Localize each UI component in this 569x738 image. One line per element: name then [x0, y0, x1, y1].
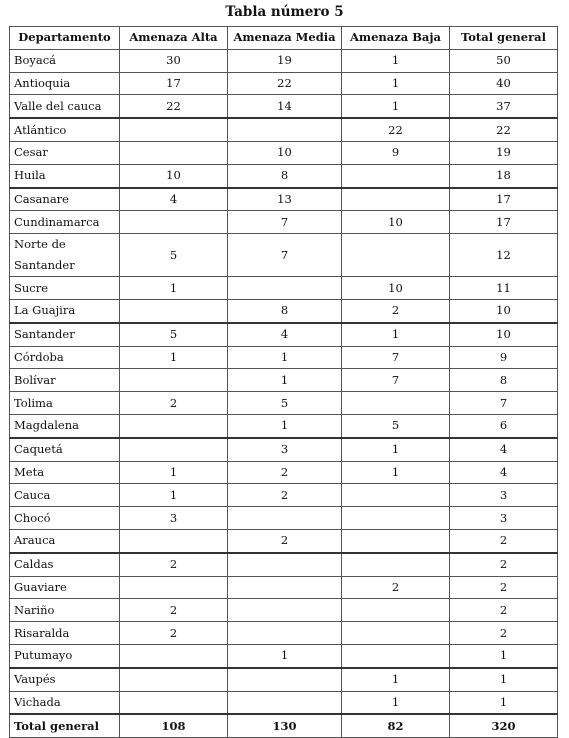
value-cell: 22: [228, 72, 342, 95]
value-cell: 2: [228, 484, 342, 507]
department-cell: Valle del cauca: [10, 95, 120, 118]
value-cell: 7: [342, 346, 450, 369]
value-cell: 2: [120, 392, 228, 415]
value-cell: [228, 553, 342, 576]
value-cell: [120, 438, 228, 461]
value-cell: [120, 414, 228, 437]
table-row: [10, 211, 558, 234]
value-cell: [342, 234, 450, 277]
value-cell: 3: [120, 507, 228, 530]
value-cell: 50: [450, 49, 558, 72]
value-cell: 2: [120, 553, 228, 576]
total-cell: 320: [450, 714, 558, 737]
value-cell: 10: [228, 141, 342, 164]
value-cell: 10: [120, 164, 228, 187]
value-cell: 1: [120, 346, 228, 369]
table-row: [10, 392, 558, 415]
column-header-total-general: Total general: [450, 27, 558, 50]
value-cell: 2: [228, 529, 342, 552]
table-row: [10, 622, 558, 645]
value-cell: [120, 211, 228, 234]
value-cell: 1: [342, 49, 450, 72]
department-cell: Cundinamarca: [10, 211, 120, 234]
column-header-amenaza-baja: Amenaza Baja: [342, 27, 450, 50]
department-cell: Arauca: [10, 529, 120, 552]
value-cell: 4: [450, 438, 558, 461]
value-cell: 1: [120, 484, 228, 507]
value-cell: 10: [342, 211, 450, 234]
department-cell: Meta: [10, 461, 120, 484]
value-cell: 1: [120, 461, 228, 484]
value-cell: 6: [450, 414, 558, 437]
department-cell: Norte de Santander: [10, 234, 120, 277]
value-cell: 2: [450, 576, 558, 599]
value-cell: 1: [228, 414, 342, 437]
table-title: Tabla número 5: [225, 4, 344, 20]
value-cell: 2: [120, 599, 228, 622]
table-row: [10, 529, 558, 552]
value-cell: [120, 118, 228, 141]
value-cell: 1: [450, 691, 558, 714]
value-cell: 12: [450, 234, 558, 277]
value-cell: [342, 599, 450, 622]
value-cell: 22: [450, 118, 558, 141]
value-cell: 2: [450, 553, 558, 576]
department-cell: Cauca: [10, 484, 120, 507]
value-cell: 19: [228, 49, 342, 72]
value-cell: [120, 369, 228, 392]
value-cell: 17: [450, 211, 558, 234]
department-cell: Chocó: [10, 507, 120, 530]
value-cell: 1: [342, 691, 450, 714]
value-cell: 1: [342, 461, 450, 484]
value-cell: [120, 299, 228, 322]
department-cell: Caquetá: [10, 438, 120, 461]
value-cell: [120, 529, 228, 552]
department-cell: Vaupés: [10, 668, 120, 691]
table-row: [10, 95, 558, 118]
value-cell: 1: [228, 369, 342, 392]
value-cell: 3: [450, 507, 558, 530]
table-row: [10, 346, 558, 369]
table-body: [10, 49, 558, 714]
value-cell: [120, 141, 228, 164]
value-cell: 10: [450, 323, 558, 346]
value-cell: 19: [450, 141, 558, 164]
value-cell: 3: [450, 484, 558, 507]
value-cell: 2: [450, 599, 558, 622]
value-cell: 1: [342, 95, 450, 118]
department-cell: Huila: [10, 164, 120, 187]
value-cell: 17: [120, 72, 228, 95]
table-row: [10, 323, 558, 346]
total-cell: 108: [120, 714, 228, 737]
table-row: [10, 369, 558, 392]
value-cell: 2: [228, 461, 342, 484]
table-row: [10, 461, 558, 484]
value-cell: 1: [342, 438, 450, 461]
table-row: [10, 438, 558, 461]
department-cell: La Guajira: [10, 299, 120, 322]
department-cell: Tolima: [10, 392, 120, 415]
table-row: [10, 49, 558, 72]
value-cell: 7: [342, 369, 450, 392]
total-row: [10, 714, 558, 737]
column-header-departamento: Departamento: [10, 27, 120, 50]
value-cell: [120, 691, 228, 714]
value-cell: [228, 599, 342, 622]
value-cell: [228, 622, 342, 645]
table-row: [10, 484, 558, 507]
department-cell: Sucre: [10, 277, 120, 300]
table-row: [10, 553, 558, 576]
department-cell: Antioquia: [10, 72, 120, 95]
department-cell: Putumayo: [10, 644, 120, 667]
department-cell: Casanare: [10, 188, 120, 211]
value-cell: 37: [450, 95, 558, 118]
value-cell: 5: [228, 392, 342, 415]
value-cell: 1: [342, 668, 450, 691]
table-row: [10, 277, 558, 300]
table-row: [10, 576, 558, 599]
value-cell: 2: [342, 576, 450, 599]
value-cell: [342, 529, 450, 552]
value-cell: 9: [342, 141, 450, 164]
value-cell: [228, 576, 342, 599]
value-cell: [342, 553, 450, 576]
department-cell: Córdoba: [10, 346, 120, 369]
value-cell: [228, 668, 342, 691]
total-cell: 130: [228, 714, 342, 737]
data-table: [9, 26, 558, 738]
column-header-amenaza-media: Amenaza Media: [228, 27, 342, 50]
table-row: [10, 299, 558, 322]
department-cell: Guaviare: [10, 576, 120, 599]
total-cell: 82: [342, 714, 450, 737]
table-row: [10, 507, 558, 530]
value-cell: 1: [228, 644, 342, 667]
table-row: [10, 668, 558, 691]
table-row: [10, 234, 558, 277]
value-cell: 2: [450, 529, 558, 552]
value-cell: 1: [228, 346, 342, 369]
value-cell: [228, 507, 342, 530]
value-cell: [228, 118, 342, 141]
value-cell: [342, 484, 450, 507]
department-cell: Atlántico: [10, 118, 120, 141]
value-cell: 3: [228, 438, 342, 461]
value-cell: 22: [120, 95, 228, 118]
department-cell: Nariño: [10, 599, 120, 622]
table-row: [10, 164, 558, 187]
value-cell: 4: [450, 461, 558, 484]
value-cell: 13: [228, 188, 342, 211]
table-row: [10, 72, 558, 95]
value-cell: 1: [450, 644, 558, 667]
value-cell: [120, 644, 228, 667]
value-cell: 14: [228, 95, 342, 118]
table-row: [10, 188, 558, 211]
table-row: [10, 599, 558, 622]
value-cell: [342, 507, 450, 530]
value-cell: 40: [450, 72, 558, 95]
value-cell: [342, 392, 450, 415]
value-cell: [228, 691, 342, 714]
table-row: [10, 118, 558, 141]
value-cell: 10: [342, 277, 450, 300]
value-cell: 4: [120, 188, 228, 211]
department-cell: Risaralda: [10, 622, 120, 645]
table-row: [10, 691, 558, 714]
table-row: [10, 141, 558, 164]
value-cell: 8: [228, 164, 342, 187]
table-row: [10, 414, 558, 437]
value-cell: 22: [342, 118, 450, 141]
value-cell: 10: [450, 299, 558, 322]
value-cell: [342, 644, 450, 667]
value-cell: 4: [228, 323, 342, 346]
value-cell: 1: [342, 72, 450, 95]
value-cell: [120, 576, 228, 599]
department-cell: Vichada: [10, 691, 120, 714]
department-cell: Boyacá: [10, 49, 120, 72]
value-cell: [120, 668, 228, 691]
value-cell: 8: [450, 369, 558, 392]
value-cell: 5: [342, 414, 450, 437]
total-label: Total general: [10, 714, 120, 737]
department-cell: Bolívar: [10, 369, 120, 392]
department-cell: Cesar: [10, 141, 120, 164]
department-cell: Magdalena: [10, 414, 120, 437]
value-cell: [228, 277, 342, 300]
department-cell: Caldas: [10, 553, 120, 576]
value-cell: 7: [450, 392, 558, 415]
table-row: [10, 644, 558, 667]
value-cell: 18: [450, 164, 558, 187]
value-cell: [342, 188, 450, 211]
value-cell: 1: [342, 323, 450, 346]
value-cell: 5: [120, 234, 228, 277]
value-cell: 2: [342, 299, 450, 322]
column-header-amenaza-alta: Amenaza Alta: [120, 27, 228, 50]
value-cell: 1: [450, 668, 558, 691]
department-cell: Santander: [10, 323, 120, 346]
value-cell: 5: [120, 323, 228, 346]
value-cell: 1: [120, 277, 228, 300]
value-cell: 8: [228, 299, 342, 322]
value-cell: 9: [450, 346, 558, 369]
value-cell: 7: [228, 234, 342, 277]
header-row: [10, 27, 558, 50]
value-cell: 2: [120, 622, 228, 645]
value-cell: [342, 622, 450, 645]
value-cell: 30: [120, 49, 228, 72]
value-cell: 2: [450, 622, 558, 645]
value-cell: [342, 164, 450, 187]
value-cell: 11: [450, 277, 558, 300]
value-cell: 7: [228, 211, 342, 234]
value-cell: 17: [450, 188, 558, 211]
